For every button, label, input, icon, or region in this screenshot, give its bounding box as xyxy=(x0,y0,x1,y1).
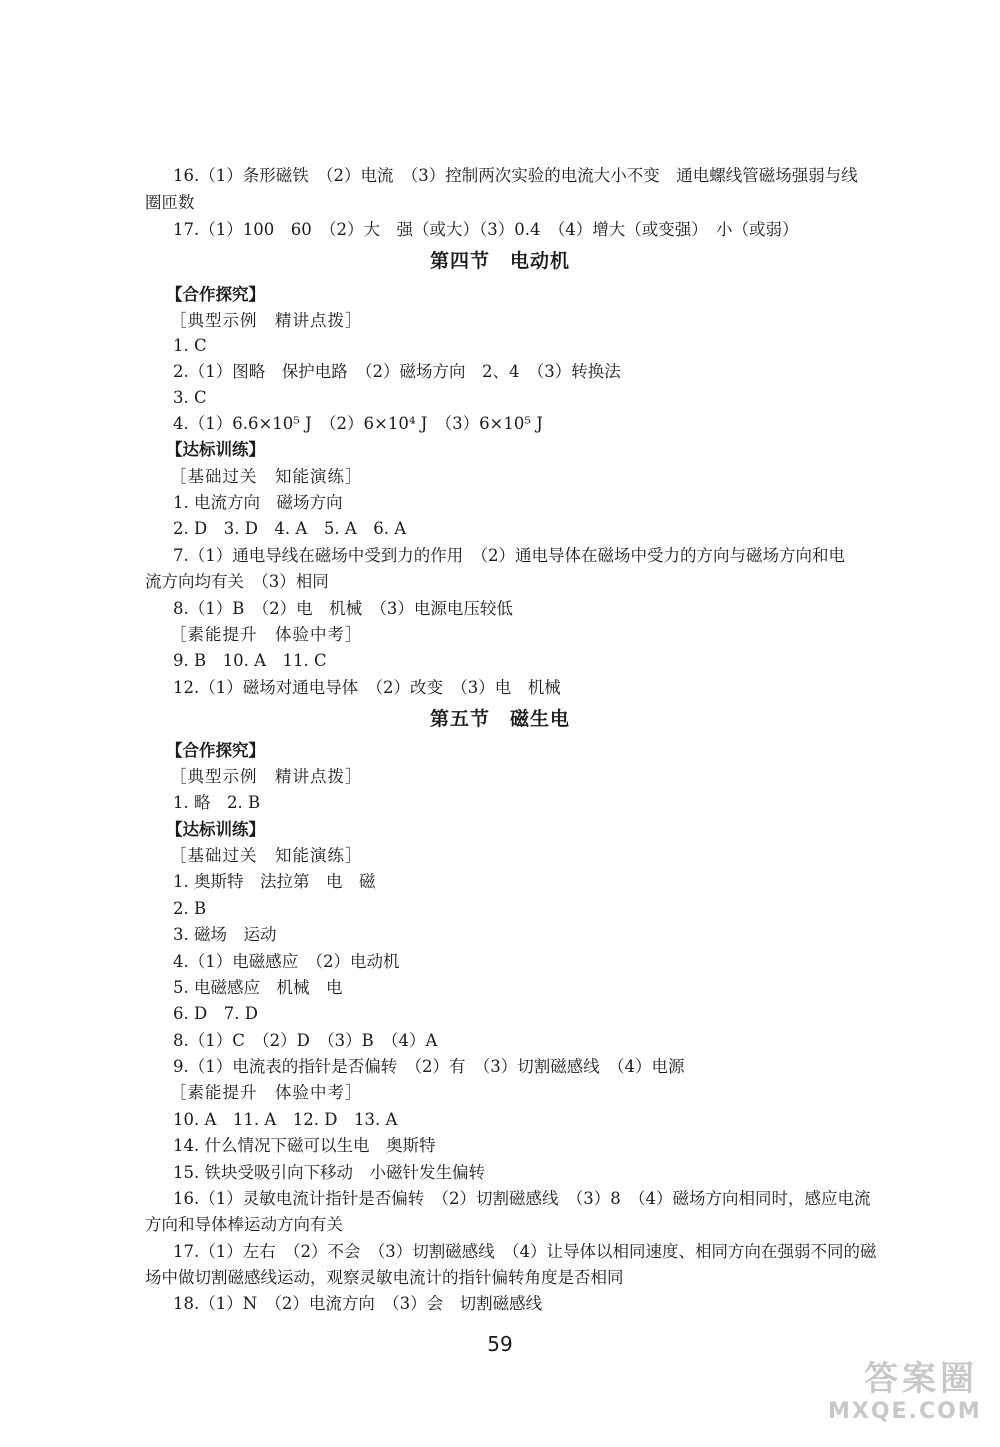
answer-17: 17.（1）100 60 （2）大 强（或大）（3）0.4 （4）增大（或变强） 小（或弱） xyxy=(173,220,799,239)
s5-adv-17-line-1: 17.（1）左右 （2）不会 （3）切割磁感线 （4）让导体以相同速度、相同方向在强弱不同的磁 xyxy=(173,1242,877,1261)
label-training-2: 【达标训练】 xyxy=(166,820,265,839)
s4-ex-3: 3. C xyxy=(173,388,207,407)
s5-adv-16-line-2: 方向和导体棒运动方向有关 xyxy=(145,1215,343,1234)
label-typical-examples: ［典型示例 精讲点拨］ xyxy=(170,311,363,330)
s5-basic-9: 9.（1）电流表的指针是否偏转 （2）有 （3）切割磁感线 （4）电源 xyxy=(173,1057,685,1076)
s5-basic-1: 1. 奥斯特 法拉第 电 磁 xyxy=(173,872,376,891)
s5-adv-15: 15. 铁块受吸引向下移动 小磁针发生偏转 xyxy=(173,1163,485,1182)
s4-ex-4: 4.（1）6.6×10⁵ J （2）6×10⁴ J （3）6×10⁵ J xyxy=(173,414,543,433)
answer-16-line-1: 16.（1）条形磁铁 （2）电流 （3）控制两次实验的电流大小不变 通电螺线管磁场强弱与线 xyxy=(173,166,858,185)
watermark-title: 答案圈 xyxy=(864,1359,978,1399)
s4-adv-12: 12.（1）磁场对通电导体 （2）改变 （3）电 机械 xyxy=(173,678,561,697)
s5-basic-5: 5. 电磁感应 机械 电 xyxy=(173,978,343,997)
section-heading-4: 第四节 电动机 xyxy=(429,250,570,272)
section-heading-5: 第五节 磁生电 xyxy=(429,708,570,730)
s4-basic-7-line-2: 流方向均有关 （3）相同 xyxy=(145,572,329,591)
s5-ex-1-2: 1. 略 2. B xyxy=(173,793,261,812)
label-typical-examples-2: ［典型示例 精讲点拨］ xyxy=(170,767,363,786)
s5-adv-16-line-1: 16.（1）灵敏电流计指针是否偏转 （2）切割磁感线 （3）8 （4）磁场方向相同时，感应电流 xyxy=(173,1189,871,1208)
s4-adv-9-11: 9. B 10. A 11. C xyxy=(173,651,327,670)
label-training: 【达标训练】 xyxy=(166,440,265,459)
label-cooperation: 【合作探究】 xyxy=(166,285,265,304)
s4-basic-1: 1. 电流方向 磁场方向 xyxy=(173,493,343,512)
answer-16-line-2: 圈匝数 xyxy=(145,193,195,212)
s5-basic-6-7: 6. D 7. D xyxy=(173,1004,258,1023)
s5-adv-14: 14. 什么情况下磁可以生电 奥斯特 xyxy=(173,1136,436,1155)
label-cooperation-2: 【合作探究】 xyxy=(166,741,265,760)
watermark-logo xyxy=(828,1359,982,1429)
label-advanced-2: ［素能提升 体验中考］ xyxy=(170,1083,363,1102)
s5-basic-8: 8.（1）C （2）D （3）B （4）A xyxy=(173,1031,438,1050)
s4-ex-1: 1. C xyxy=(173,336,207,355)
s5-adv-17-line-2: 场中做切割磁感线运动，观察灵敏电流计的指针偏转角度是否相同 xyxy=(145,1268,624,1287)
label-basic: ［基础过关 知能演练］ xyxy=(170,467,363,486)
s5-adv-18: 18.（1）N （2）电流方向 （3）会 切割磁感线 xyxy=(173,1294,543,1313)
label-basic-2: ［基础过关 知能演练］ xyxy=(170,846,363,865)
label-advanced: ［素能提升 体验中考］ xyxy=(170,625,363,644)
s4-basic-8: 8.（1）B （2）电 机械 （3）电源电压较低 xyxy=(173,599,513,618)
s4-basic-2-6: 2. D 3. D 4. A 5. A 6. A xyxy=(173,519,407,538)
page-number: 59 xyxy=(487,1332,513,1356)
s4-ex-2: 2.（1）图略 保护电路 （2）磁场方向 2、4 （3）转换法 xyxy=(173,362,621,381)
watermark-url: MXQE.COM xyxy=(828,1399,982,1424)
s5-basic-3: 3. 磁场 运动 xyxy=(173,925,277,944)
s5-basic-2: 2. B xyxy=(173,899,207,918)
s5-adv-10-13: 10. A 11. A 12. D 13. A xyxy=(173,1110,398,1129)
s4-basic-7-line-1: 7.（1）通电导线在磁场中受到力的作用 （2）通电导体在磁场中受力的方向与磁场方向和电 xyxy=(173,546,845,565)
s5-basic-4: 4.（1）电磁感应 （2）电动机 xyxy=(173,952,400,971)
